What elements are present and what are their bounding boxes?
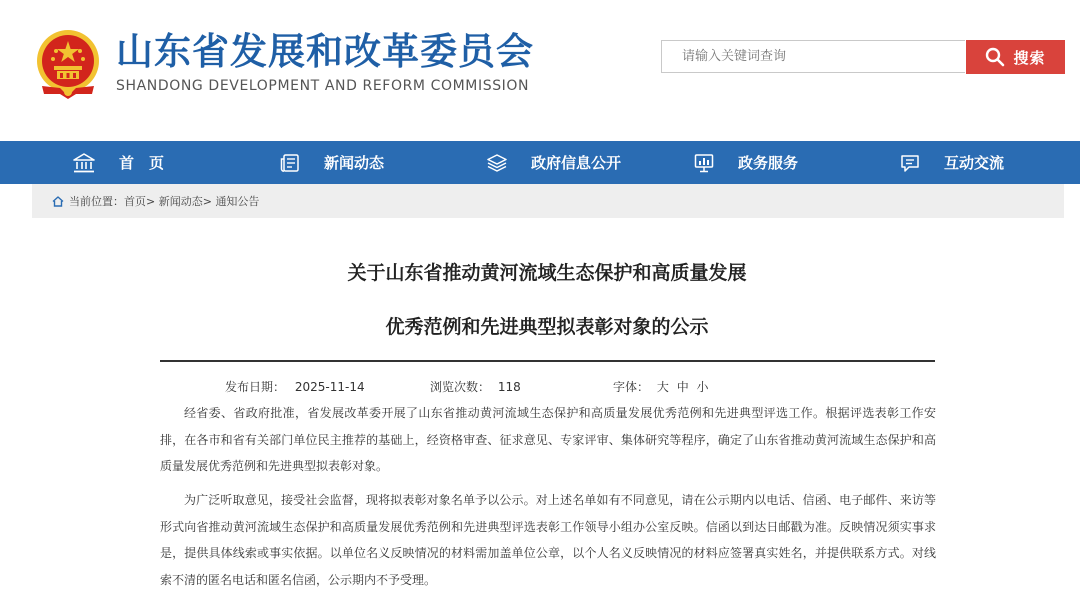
nav-label-home: 首 页: [119, 154, 165, 172]
article-paragraph-2: 为广泛听取意见，接受社会监督，现将拟表彰对象名单予以公示。对上述名单如有不同意见，请在公示期内以电话、信函、电子邮件、来访等形式向省推动黄河流域生态保护和高质量发展优秀范例和先进典型评选表彰工作领导小组办公室反映。信函以到达日邮戳为准。反映情况须实事求是，提供具体线索或事实依据。以单位名义反映情况的材料需加盖单位公章，以个人名义反映情况的材料应签署真实姓名，并提供联系方式。对线索不清的匿名电话和匿名信函，公示期内不予受理。: [160, 493, 936, 587]
breadcrumb-separator: >: [202, 194, 212, 208]
nav-item-news[interactable]: [280, 141, 384, 184]
article-title-line-1: 关于山东省推动黄河流域生态保护和高质量发展: [347, 262, 747, 284]
site-title: 山东省发展和改革委员会: [116, 30, 534, 73]
views-label: 浏览次数：: [430, 380, 491, 394]
nav-item-services[interactable]: [694, 141, 798, 184]
breadcrumb-link-home[interactable]: 首页: [124, 195, 146, 208]
title-divider: [160, 360, 935, 362]
national-emblem-icon[interactable]: [34, 28, 102, 100]
search-icon: [985, 47, 1005, 67]
publish-date-label: 发布日期：: [225, 380, 286, 394]
font-size-meta: [613, 378, 709, 395]
main-nav: [0, 141, 1080, 184]
publish-date-value: 2025-11-14: [294, 380, 365, 394]
font-size-large-option[interactable]: 大: [656, 380, 669, 394]
nav-item-home[interactable]: [73, 141, 164, 184]
news-icon: [280, 153, 300, 173]
font-size-medium-option[interactable]: 中: [676, 380, 689, 394]
article-title-line-2: 优秀范例和先进典型拟表彰对象的公示: [385, 316, 709, 338]
chart-monitor-icon: [694, 153, 714, 173]
location-home-icon: [52, 196, 64, 207]
breadcrumb: [32, 184, 1064, 218]
search-input[interactable]: [662, 41, 965, 72]
breadcrumb-prefix: 当前位置：: [69, 195, 124, 208]
site-subtitle: SHANDONG DEVELOPMENT AND REFORM COMMISSION: [116, 78, 530, 94]
article-paragraph-1: 经省委、省政府批准，省发展改革委开展了山东省推动黄河流域生态保护和高质量发展优秀范例和先进典型评选工作。根据评选表彰工作安排，在各市和省有关部门单位民主推荐的基础上，经资格审查、征求意见、专家评审、集体研究等程序，确定了山东省推动黄河流域生态保护和高质量发展优秀范例和先进典型拟表彰对象。: [160, 406, 936, 473]
nav-label-interaction: 互动交流: [944, 154, 1005, 172]
site-header: [0, 0, 1080, 141]
nav-label-gov-info: 政府信息公开: [531, 154, 622, 172]
publish-date-meta: [225, 378, 365, 395]
search-button[interactable]: [966, 40, 1065, 74]
chat-icon: [900, 153, 920, 173]
search-button-label: 搜索: [1013, 48, 1046, 67]
nav-item-gov-info[interactable]: [487, 141, 621, 184]
font-size-label: 字体：: [613, 380, 650, 394]
breadcrumb-separator: >: [146, 194, 156, 208]
views-meta: [430, 378, 521, 395]
nav-label-services: 政务服务: [738, 154, 799, 172]
home-icon: [73, 153, 95, 173]
font-size-small-option[interactable]: 小: [696, 380, 709, 394]
breadcrumb-link-news[interactable]: 新闻动态: [158, 195, 203, 208]
search-box: [661, 40, 965, 73]
nav-label-news: 新闻动态: [324, 154, 385, 172]
breadcrumb-link-notices[interactable]: 通知公告: [215, 195, 260, 208]
nav-item-interaction[interactable]: [900, 141, 1004, 184]
views-count: 118: [497, 380, 521, 394]
layers-icon: [487, 153, 507, 173]
